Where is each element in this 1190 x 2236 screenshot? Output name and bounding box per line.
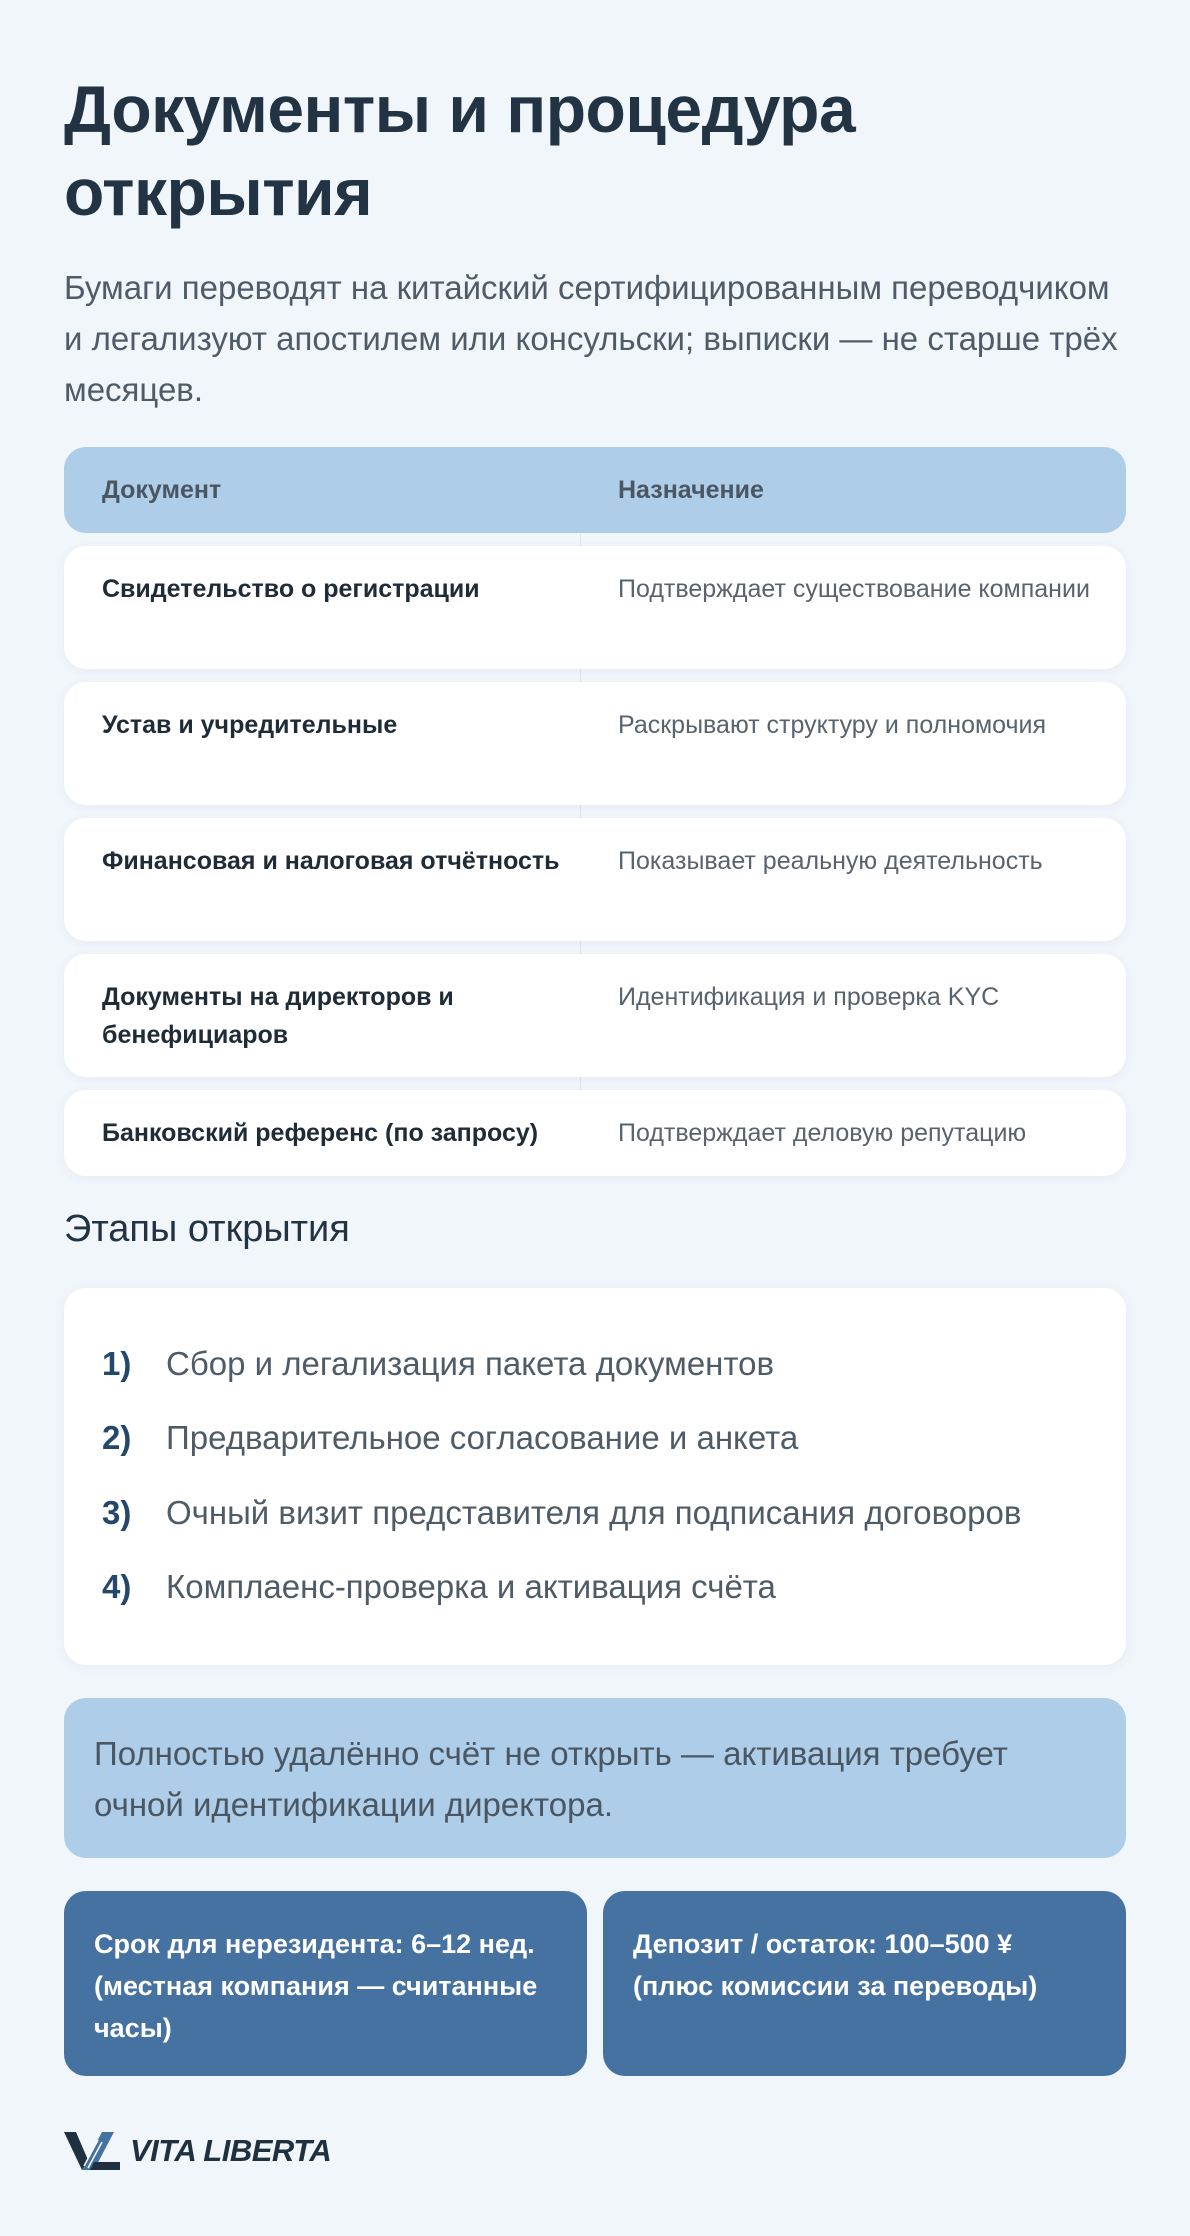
step-number: 1) bbox=[102, 1345, 132, 1382]
page-title-line-2: открытия bbox=[64, 155, 373, 229]
purpose-cell: Подтверждает существование компании bbox=[618, 575, 1090, 603]
step-text: Предварительное согласование и анкета bbox=[166, 1419, 799, 1456]
vl-mark-icon bbox=[64, 2130, 120, 2172]
brand-logo bbox=[64, 2130, 331, 2172]
list-item bbox=[102, 1488, 1021, 1538]
document-cell: Финансовая и налоговая отчётность bbox=[102, 847, 560, 875]
lead-paragraph: Бумаги переводят на китайский сертифицированным переводчиком и легализуют апостилем или консульски; выписки — не старше трёх месяцев. bbox=[64, 269, 1118, 408]
list-item bbox=[102, 1339, 774, 1389]
fact-card-deposit: Депозит / остаток: 100–500 ¥ (плюс комиссии за переводы) bbox=[603, 1891, 1126, 2076]
purpose-cell: Подтверждает деловую репутацию bbox=[618, 1119, 1027, 1147]
purpose-cell: Идентификация и проверка KYC bbox=[618, 983, 1000, 1011]
purpose-cell: Показывает реальную деятельность bbox=[618, 847, 1043, 875]
fact-card-timeline: Срок для нерезидента: 6–12 нед. (местная компания — считанные часы) bbox=[64, 1891, 587, 2076]
document-cell: Документы на директоров и бенефициаров bbox=[102, 983, 454, 1049]
table-row bbox=[64, 818, 1126, 941]
column-header-document: Документ bbox=[102, 475, 222, 504]
table-row bbox=[64, 1090, 1126, 1176]
purpose-cell: Раскрывают структуру и полномочия bbox=[618, 711, 1047, 739]
document-cell: Банковский референс (по запросу) bbox=[102, 1119, 539, 1147]
step-number: 3) bbox=[102, 1494, 132, 1531]
table-header bbox=[64, 447, 1126, 533]
table-row bbox=[64, 682, 1126, 805]
step-number: 2) bbox=[102, 1419, 132, 1456]
info-note: Полностью удалённо счёт не открыть — активация требует очной идентификации директора. bbox=[64, 1698, 1126, 1858]
document-cell: Свидетельство о регистрации bbox=[102, 575, 480, 603]
column-header-purpose: Назначение bbox=[618, 475, 764, 504]
brand-name: VITA LIBERTA bbox=[130, 2133, 332, 2168]
table-row bbox=[64, 546, 1126, 669]
step-text: Сбор и легализация пакета документов bbox=[166, 1345, 775, 1382]
page-title bbox=[64, 68, 1126, 234]
list-item bbox=[102, 1413, 798, 1463]
page-title-line-1: Документы и процедура bbox=[64, 72, 856, 146]
document-cell: Устав и учредительные bbox=[102, 711, 398, 739]
list-item bbox=[102, 1562, 776, 1612]
table-row bbox=[64, 954, 1126, 1077]
steps-card bbox=[64, 1288, 1126, 1665]
step-text: Очный визит представителя для подписания договоров bbox=[166, 1494, 1022, 1531]
step-number: 4) bbox=[102, 1568, 132, 1605]
step-text: Комплаенс-проверка и активация счёта bbox=[166, 1568, 776, 1605]
steps-title: Этапы открытия bbox=[64, 1208, 350, 1250]
